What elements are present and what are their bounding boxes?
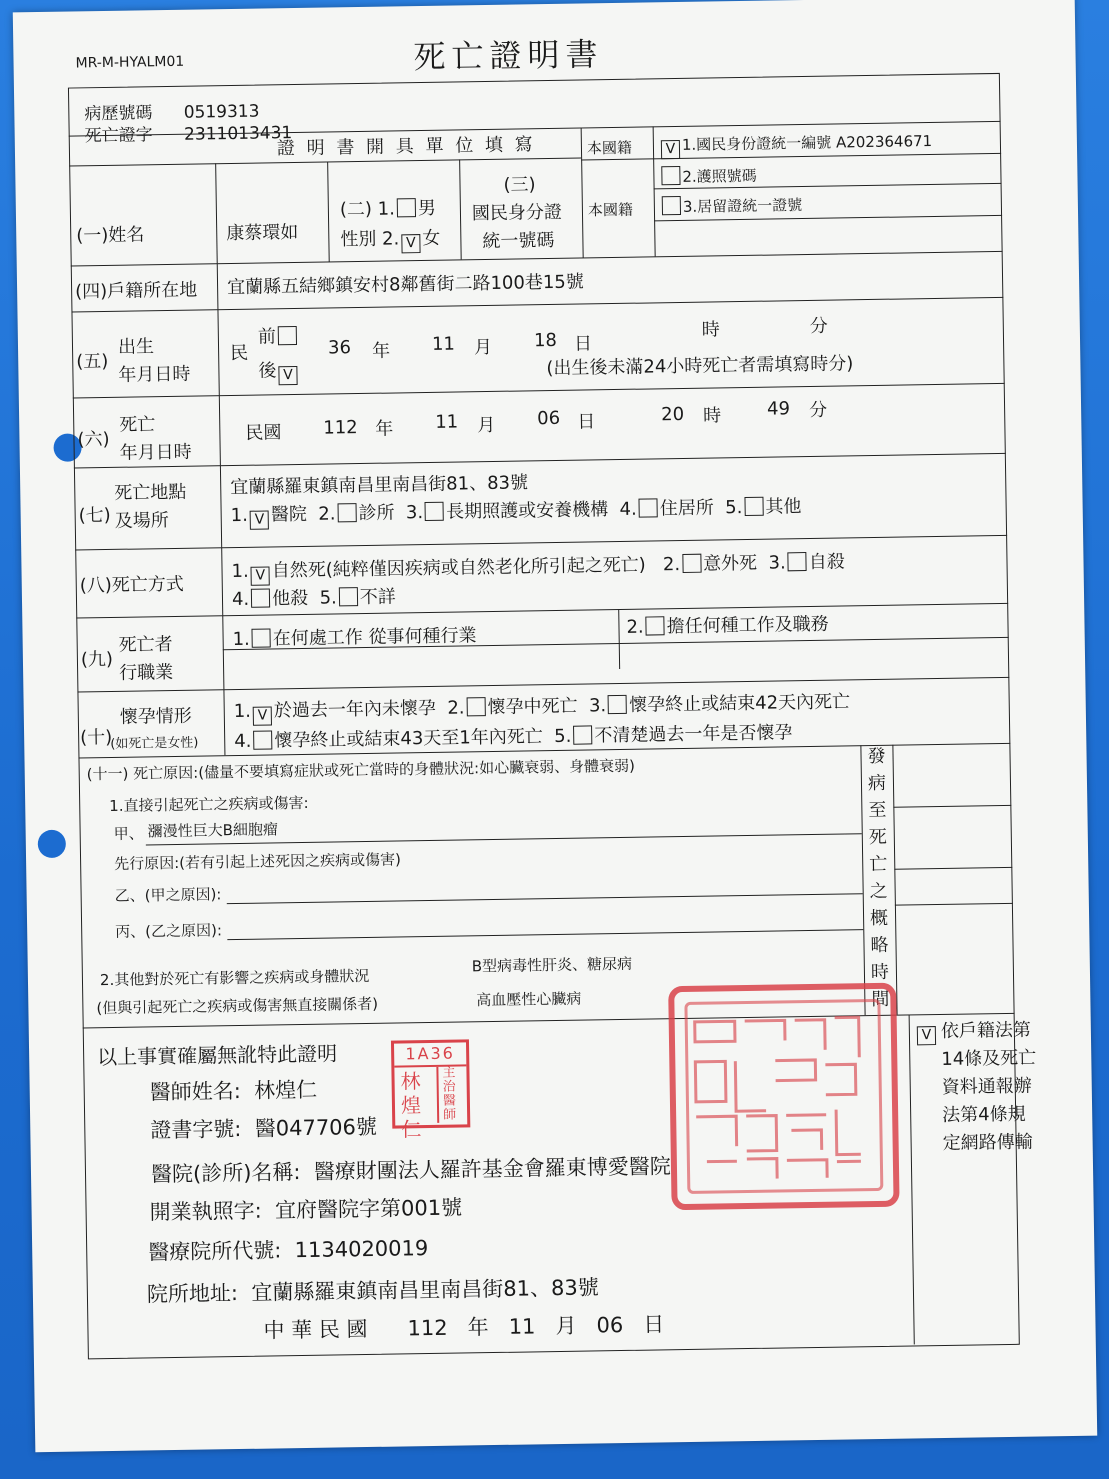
name-label: (一)姓名 [76, 224, 145, 247]
death-day-unit: 日 [577, 411, 596, 433]
pregnant-checkbox[interactable] [466, 697, 485, 716]
birth-day: 18 [533, 329, 558, 352]
death-minute-unit: 分 [808, 399, 828, 421]
birth-month: 11 [431, 333, 456, 355]
facility-code-value: 1134020019 [294, 1236, 429, 1263]
workplace-checkbox[interactable] [252, 628, 271, 647]
occupation-opt2 [626, 610, 829, 639]
id-option-1 [659, 130, 933, 159]
pregnancy-opt1-num: 1. [233, 700, 252, 723]
not-pregnant-checkbox[interactable]: V [253, 706, 272, 725]
birth-month-unit: 月 [473, 336, 493, 359]
accident-text: 意外死 [702, 552, 758, 575]
cause-header: (十一) 死亡原因:(儘量不要填寫症狀或死亡當時的身體狀況:如心臟衰弱、身體衰弱) [86, 756, 636, 784]
occupation-label-b: 行職業 [118, 661, 174, 684]
death-year: 112 [323, 417, 358, 439]
manner-opt1-num: 1. [231, 560, 249, 583]
care-facility-checkbox[interactable] [425, 502, 444, 521]
female-text: 女 [422, 227, 441, 250]
suicide-checkbox[interactable] [788, 552, 807, 571]
manner-opt5-num: 5. [319, 587, 337, 609]
other-place-text: 其他 [765, 496, 802, 518]
death-hour-unit: 時 [703, 405, 722, 427]
doctor-name: 林煌仁 [253, 1077, 318, 1103]
within-1-year-text: 懷孕終止或結束43天至1年內死亡 [274, 726, 543, 752]
doctor-seal-code: 1A36 [394, 1042, 466, 1067]
manner-opt3-num: 3. [768, 552, 786, 574]
place-opt2-num: 2. [318, 503, 336, 525]
homicide-text: 他殺 [272, 587, 309, 610]
residence-label: (四)戶籍所在地 [74, 279, 198, 303]
doctor-seal [391, 1039, 470, 1142]
birth-label-a: 出生 [117, 336, 155, 358]
birth-year-unit: 年 [371, 340, 391, 362]
facility-code-label: 醫療院所代號: [148, 1238, 282, 1265]
notify-text: 依戶籍法第14條及死亡資料通報辦法第4條規定網路傳輸 [940, 1019, 1037, 1154]
occupation-opt1-num: 1. [232, 628, 250, 651]
punch-hole [38, 830, 66, 858]
place-opt3-num: 3. [405, 502, 424, 524]
pregnancy-opt2-num: 2. [447, 697, 465, 719]
id-label-c: 統一號碼 [482, 229, 555, 253]
id-label-b: 國民身分證 [471, 201, 563, 225]
sex-opt1-num: 1. [377, 198, 396, 220]
other-conditions-value-a: B型病毒性肝炎、糖尿病 [471, 954, 633, 976]
residence-checkbox[interactable] [639, 498, 658, 517]
workplace-text: 在何處工作 從事何種行業 [272, 625, 477, 650]
name-value: 康蔡環如 [226, 221, 299, 245]
unknown-text: 不詳 [359, 586, 396, 609]
job-role-text: 擔任何種工作及職務 [666, 613, 829, 638]
issue-date-year-unit: 年 [467, 1315, 489, 1340]
death-certificate-paper [13, 0, 1097, 1452]
id-label-a: (三) [503, 174, 536, 196]
death-year-unit: 年 [375, 418, 394, 440]
certificate-number-label: 死亡證字 [84, 125, 153, 147]
natural-death-checkbox[interactable]: V [251, 566, 270, 585]
natural-death-text: 自然死(純粹僅因疾病或自然老化所引起之死亡) [271, 554, 646, 582]
care-facility-text: 長期照護或安養機構 [445, 499, 609, 523]
residence-value: 宜蘭縣五結鄉鎮安村8鄰舊街二路100巷15號 [226, 271, 584, 299]
pregnancy-opt5-num: 5. [554, 725, 572, 748]
within-42-days-text: 懷孕終止或結束42天內死亡 [629, 691, 851, 716]
residence-permit-text: 3.居留證統一證號 [682, 196, 803, 216]
death-label-a: 死亡 [119, 414, 156, 436]
occupation-label-num: (九) [80, 648, 114, 671]
permit-value: 宜府醫院字第001號 [274, 1195, 463, 1223]
place-opt5-num: 5. [725, 497, 743, 519]
residence-text: 住居所 [659, 497, 714, 520]
male-text: 男 [417, 197, 437, 220]
birth-note: (出生後未滿24小時死亡者需填寫時分) [546, 353, 854, 380]
doctor-seal-role: 主治醫師 [436, 1066, 465, 1122]
occupation-opt1 [232, 621, 476, 651]
birth-after-text: 後 [258, 360, 277, 382]
permit-label: 開業執照字: [149, 1198, 262, 1225]
male-checkbox[interactable] [397, 198, 416, 217]
issue-date-month: 11 [508, 1314, 536, 1339]
sex-opt2-num: 2. [381, 228, 400, 250]
hospital-checkbox[interactable]: V [250, 510, 269, 529]
chart-number-label: 病歷號碼 [84, 103, 153, 125]
id-option-3 [660, 194, 803, 217]
cause-c-label: 丙、(乙之原因): [115, 921, 223, 941]
pregnant-text: 懷孕中死亡 [487, 695, 578, 719]
license-row [150, 1111, 377, 1145]
birth-before [258, 322, 299, 349]
birth-minute-unit: 分 [809, 315, 828, 337]
other-conditions-label-b: (但與引起死亡之疾病或傷害無直接關係者) [96, 994, 379, 1018]
sex-label: 性別 [340, 228, 377, 251]
certificate-number-value: 2311013431 [183, 123, 293, 145]
interval-label: 發病至死亡之概略時間 [867, 745, 890, 1011]
hospital-official-seal [668, 983, 899, 1211]
clinic-text: 診所 [358, 502, 395, 525]
issue-date-day: 06 [596, 1313, 624, 1338]
section-header: 證 明 書 開 具 單 位 填 寫 [276, 134, 536, 160]
pregnancy-opt3-num: 3. [588, 695, 607, 717]
form-code: MR-M-HYALM01 [75, 53, 185, 72]
document-title: 死亡證明書 [413, 35, 604, 77]
not-pregnant-text: 於過去一年內未懷孕 [273, 697, 437, 722]
death-hour: 20 [660, 403, 685, 426]
accident-checkbox[interactable] [682, 554, 701, 573]
birth-label-b: 年月日時 [118, 363, 191, 386]
pregnancy-label-num: (十) [79, 726, 113, 749]
permit-row [149, 1192, 462, 1227]
national-id-text: 1.國民身份證統一編號 [681, 133, 832, 154]
unknown-checkbox[interactable] [339, 587, 358, 606]
facility-address-value: 宜蘭縣羅東鎮南昌里南昌街81、83號 [251, 1275, 599, 1305]
facility-code-row [148, 1232, 428, 1266]
birth-before-text: 前 [257, 326, 277, 348]
birth-day-unit: 日 [573, 333, 593, 355]
hospital-text: 醫院 [270, 503, 308, 526]
manner-opt4-num: 4. [231, 588, 250, 611]
manner-opt2-num: 2. [662, 554, 681, 576]
issue-date-year: 112 [407, 1315, 448, 1341]
place-opt1-num: 1. [230, 504, 249, 527]
sex-label-num: (二) [339, 198, 373, 221]
death-era: 民國 [245, 422, 282, 444]
pregnancy-label-a: 懷孕情形 [119, 705, 192, 728]
issue-date-row [263, 1308, 664, 1344]
notify-checkbox-wrap [915, 1020, 938, 1045]
birth-year: 36 [327, 337, 352, 359]
suicide-text: 自殺 [808, 551, 845, 573]
place-address: 宜蘭縣羅東鎮南昌里南昌街81、83號 [230, 472, 529, 499]
doctor-seal-name: 林煌仁 [400, 1069, 422, 1142]
birth-label-num: (五) [76, 350, 109, 373]
seal-pattern [674, 989, 881, 1192]
license-value: 醫047706號 [254, 1114, 378, 1141]
passport-text: 2.護照號碼 [682, 166, 757, 186]
occupation-label-a: 死亡者 [118, 633, 173, 656]
job-role-checkbox[interactable] [646, 616, 665, 635]
chart-number-value: 0519313 [183, 101, 260, 123]
death-month: 11 [435, 411, 459, 433]
national-id-value: A202364671 [835, 132, 933, 152]
place-label-b: 及場所 [114, 510, 169, 532]
unknown-pregnancy-checkbox[interactable] [573, 725, 592, 744]
death-month-unit: 月 [477, 414, 496, 437]
manner-options-2 [232, 582, 396, 611]
residence-permit-checkbox[interactable] [662, 196, 681, 215]
other-conditions-label-a: 2.其他對於死亡有影響之疾病或身體狀況 [99, 966, 370, 990]
hospital-name: 醫療財團法人羅許基金會羅東博愛醫院 [313, 1154, 671, 1184]
doctor-label: 醫師姓名: [149, 1078, 241, 1105]
issue-date-month-unit: 月 [555, 1313, 577, 1339]
clinic-checkbox[interactable] [337, 503, 356, 522]
nationality-label-2: 本國籍 [587, 200, 634, 220]
facility-address-label: 院所地址: [146, 1281, 239, 1307]
within-1-year-checkbox[interactable] [253, 730, 272, 749]
license-label: 證書字號: [150, 1116, 242, 1143]
notify-checkbox[interactable]: V [917, 1026, 936, 1045]
issue-date-era: 中 華 民 國 [263, 1317, 368, 1343]
other-conditions-value-b: 高血壓性心臟病 [476, 989, 582, 1010]
pregnancy-opt4-num: 4. [234, 730, 252, 753]
occupation-opt2-num: 2. [626, 616, 644, 638]
cause-b-label: 乙、(甲之原因): [114, 885, 222, 905]
sex-field [340, 194, 436, 222]
cause-a-label: 甲、 [113, 824, 144, 843]
other-place-checkbox[interactable] [744, 497, 763, 516]
female-checkbox[interactable]: V [401, 234, 420, 253]
within-42-days-checkbox[interactable] [608, 695, 627, 714]
place-opt4-num: 4. [619, 498, 637, 520]
birth-after-checkbox[interactable]: V [278, 366, 297, 385]
passport-checkbox[interactable] [661, 166, 680, 185]
doctor-row [149, 1074, 317, 1107]
unknown-pregnancy-text: 不清楚過去一年是否懷孕 [594, 722, 793, 747]
death-day: 06 [537, 407, 561, 430]
birth-after [258, 356, 299, 386]
id-option-2 [659, 165, 757, 188]
nationality-label: 本國籍 [586, 138, 633, 158]
certify-statement: 以上事實確屬無訛特此證明 [96, 1041, 338, 1070]
birth-before-checkbox[interactable] [278, 326, 297, 345]
sex-field-2 [340, 224, 440, 255]
death-label-b: 年月日時 [119, 441, 192, 464]
place-label-num: (七) [78, 504, 111, 527]
death-minute: 49 [766, 398, 791, 420]
manner-label: (八)死亡方式 [79, 573, 184, 597]
homicide-checkbox[interactable] [251, 588, 270, 607]
cause-a-value: 瀰漫性巨大B細胞瘤 [147, 820, 279, 841]
hospital-label: 醫院(診所)名稱: [150, 1160, 301, 1187]
pregnancy-label-b: (如死亡是女性) [110, 735, 199, 752]
place-label-a: 死亡地點 [114, 481, 187, 504]
antecedent-label: 先行原因:(若有引起上述死因之疾病或傷害) [114, 850, 402, 873]
issue-date-day-unit: 日 [643, 1312, 665, 1337]
birth-era: 民 [229, 342, 249, 365]
death-label-num: (六) [77, 428, 110, 451]
birth-hour-unit: 時 [701, 319, 720, 341]
cause-direct-label: 1.直接引起死亡之疾病或傷害: [109, 793, 309, 816]
national-id-checkbox[interactable]: V [661, 140, 680, 159]
